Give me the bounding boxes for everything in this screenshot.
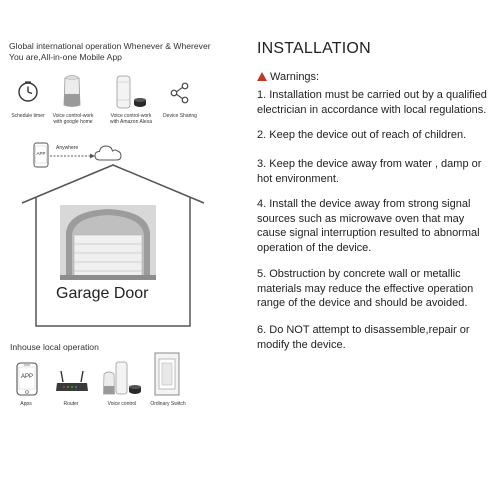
caption-schedule-timer: Schedule timer [11, 113, 45, 119]
warnings-heading [257, 71, 319, 83]
anywhere-label: Anywhere [56, 145, 79, 151]
cloud-icon [94, 144, 122, 162]
phone-screen-text: APP [20, 374, 33, 380]
google-home-speaker-icon [62, 72, 82, 108]
warnings-label: Warnings: [270, 71, 320, 83]
warning-item-6: 6. Do NOT attempt to disassemble,repair or modify the device. [257, 324, 470, 351]
caption-router: Router [63, 401, 79, 407]
voice-speakers-icon [102, 360, 142, 396]
warning-item-5: 5. Obstruction by concrete wall or metallic materials may reduce the effective operation range of the device and should be avoided. [257, 268, 474, 309]
garage-door-image [60, 205, 156, 280]
warning-triangle-icon [257, 72, 267, 81]
caption-device-sharing: Device Sharing [163, 113, 197, 119]
warning-item-3: 3. Keep the device away from water , damp or hot environment. [257, 158, 482, 185]
dashed-arrow-icon [50, 153, 96, 159]
caption-ordinary-switch: Ordinary Switch [150, 401, 186, 407]
caption-voice-control: Voice control [107, 401, 137, 407]
wall-switch-icon [154, 352, 180, 396]
caption-alexa-line: Voice control-work with Amazon Alexa [110, 113, 152, 125]
garage-door-label: Garage Door [56, 285, 149, 302]
clock-icon [16, 80, 40, 104]
installation-title: INSTALLATION [257, 40, 371, 57]
caption-google-home-line1: Voice control-work with google home [52, 113, 94, 125]
warning-item-4: 4. Install the device away from strong signal sources such as microwave oven that may cause signal interruption resulted to abnormal operation of the device. [257, 198, 480, 254]
share-icon [170, 82, 190, 104]
caption-apps: Apps [20, 401, 32, 407]
headline-line2: You are,All-in-one Mobile App [9, 52, 122, 62]
local-operation-heading: Inhouse local operation [10, 342, 99, 352]
warning-item-2: 2. Keep the device out of reach of children. [257, 129, 467, 141]
warning-item-1: 1. Installation must be carried out by a qualified electrician in accordance with local regulations. [257, 89, 487, 116]
router-icon [55, 370, 89, 394]
phone-app-label: APP [36, 151, 46, 156]
amazon-alexa-speaker-icon [114, 74, 148, 110]
headline-line1: Global international operation Whenever & Wherever [9, 41, 211, 51]
